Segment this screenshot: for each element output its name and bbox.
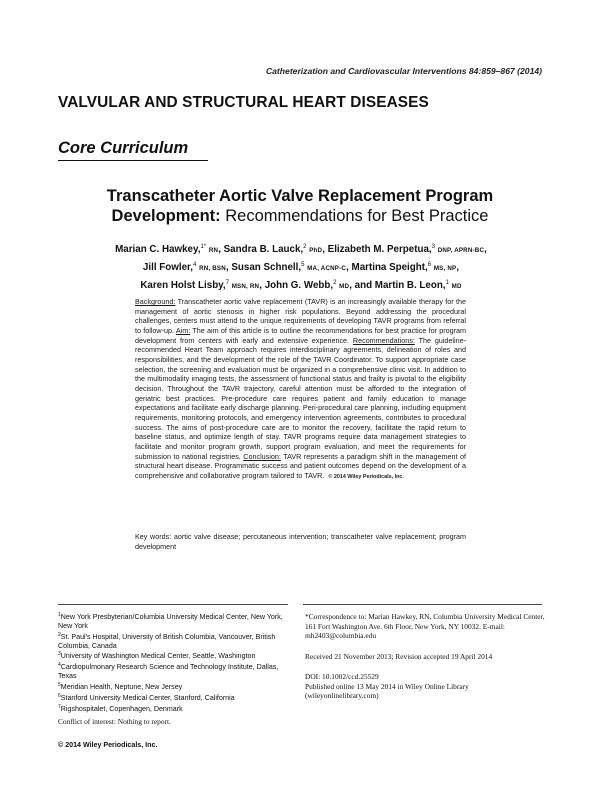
keywords: Key words: aortic valve disease; percutaneous intervention; transcatheter valve replacement; program development	[135, 532, 466, 551]
abstract-aim-text: The aim of this article is to outline the recommendations for best practice for program development from centers with early and extensive experience.	[135, 325, 467, 345]
correspondence: *Correspondence to: Marian Hawkey, RN, Columbia University Medical Center, 161 Fort Washington Ave. 6th Floor, New York, NY 10032. E-mail: mh2403@columbia.edu	[305, 612, 545, 640]
affiliation-item	[58, 661, 290, 681]
author-affiliation-marker: 2	[333, 280, 337, 286]
author-affiliation-marker: 6	[427, 262, 432, 268]
author-affiliation-marker: 3	[431, 244, 435, 250]
affiliation-marker: 4	[58, 662, 61, 669]
author-affiliation-marker: 5	[301, 262, 305, 268]
journal-reference: Catheterization and Cardiovascular Interventions 84:859–867 (2014)	[265, 66, 542, 76]
author-name: Elizabeth M. Perpetua,	[327, 244, 432, 255]
footer-copyright: © 2014 Wiley Periodicals, Inc.	[58, 741, 158, 749]
author-line-1: Marian C. Hawkey,$^{1*}$ RN, Sandra B. Lauck,$^2$ PhD, Elizabeth M. Perpetua,$^3$ DNP, APRN-BC,	[115, 244, 487, 255]
author-credential: RN, BSN	[199, 265, 226, 272]
received-accepted-dates: Received 21 November 2013; Revision accepted 19 April 2014	[305, 652, 493, 661]
affiliation-marker: 5	[58, 681, 61, 688]
affiliation-item	[58, 692, 290, 703]
subsection-heading: Core Curriculum	[58, 139, 189, 157]
footer-divider-left	[58, 604, 288, 605]
author-credential: PhD	[309, 247, 323, 254]
affiliation-item	[58, 703, 290, 714]
abstract-aim-label: Aim:	[175, 325, 191, 335]
author-name: Sandra B. Lauck,	[223, 244, 304, 255]
affiliations	[58, 611, 290, 713]
title-line-2	[60, 206, 540, 226]
author-credential: MSN, RN	[231, 283, 260, 290]
article-title	[60, 186, 540, 226]
author-credential: MA, ACNP-C	[307, 265, 347, 272]
abstract-background-text: Transcatheter aortic valve replacement (TAVR) is an increasingly available therapy for the management of aortic stenosis in higher risk populations. Beyond addressing the procedural challenges, centers must attend to the unique requirements of developing TAVR programs from referral to follow-up.	[135, 297, 466, 335]
affiliation-text: New York Presbyterian/Columbia University Medical Center, New York, New York	[58, 613, 283, 630]
affiliation-item	[58, 681, 290, 692]
affiliation-item	[58, 650, 290, 661]
affiliation-item	[58, 611, 290, 631]
publication-info	[305, 672, 545, 701]
abstract-background-label: Background:	[135, 297, 176, 306]
author-affiliation-marker: 1*	[200, 244, 207, 250]
section-heading: VALVULAR AND STRUCTURAL HEART DISEASES	[58, 94, 429, 111]
author-name: John G. Webb,	[264, 280, 334, 291]
affiliation-marker: 2	[58, 631, 61, 638]
author-line-2: Jill Fowler,$^4$ RN, BSN, Susan Schnell,$^5$ MA, ACNP-C, Martina Speight,$^6$ MS, NP,	[142, 262, 460, 273]
author-name: Jill Fowler,	[142, 262, 194, 273]
title-line-1: Transcatheter Aortic Valve Replacement Program	[106, 187, 494, 205]
title-line-2-bold: Development:	[111, 207, 221, 225]
abstract-recommendations-label: Recommendations:	[352, 335, 415, 345]
title-line-2-rest: Recommendations for Best Practice	[220, 207, 489, 225]
abstract-recommendations-text: The guideline-recommended Heart Team approach requires interdisciplinary agreements, delineation of roles and responsibilities, and the development of the role of the TAVR Coordinator. To support appropriate case selection, the screening and evaluation must be organized in a comprehensive clinic visit. In addition to the multimodality imaging tests, the assessment of functional status and frailty is pivotal to the eligibility decision. Throughout the TAVR trajectory, careful attention must be afforded to the integration of geriatric best practices. Pre-procedure care requires patient and family education to manage expectations and facilitate early discharge planning. Peri-procedural care planning, including equipment requirements, monitoring protocols, and emergency intervention agreements, contributes to procedural success. The aims of post-procedure care are to monitor the recovery, facilitate the rapid return to baseline status, and optimize length of stay. TAVR programs require data management strategies to facilitate and monitor program growth, support program evaluation, and meet the requirements for submission to national registries.	[135, 335, 466, 461]
author-name: Karen Holst Lisby,	[140, 280, 226, 291]
affiliation-marker: 3	[58, 651, 61, 658]
author-credential: RN	[208, 247, 219, 254]
author-name: Marian C. Hawkey,	[115, 244, 201, 255]
subsection-underline	[58, 160, 208, 161]
abstract	[135, 297, 466, 482]
author-list	[66, 240, 536, 294]
author-line-3: Karen Holst Lisby,$^7$ MSN, RN, John G. Webb,$^2$ MD, and Martin B. Leon,$^1$ MD	[140, 280, 462, 291]
affiliation-text: Stanford University Medical Center, Stanford, California	[60, 693, 235, 702]
abstract-conclusion-label: Conclusion:	[243, 451, 281, 461]
author-credential: MD	[339, 283, 350, 290]
doi: DOI: 10.1002/ccd.25529	[305, 672, 379, 681]
affiliation-text: University of Washington Medical Center, Seattle, Washington	[60, 652, 256, 661]
online-library: (wileyonlinelibrary.com)	[305, 691, 379, 700]
affiliation-marker: 7	[58, 703, 61, 710]
author-name: Martina Speight,	[351, 262, 428, 273]
abstract-conclusion-text: TAVR represents a paradigm shift in the management of structural heart disease. Programmatic success and patient outcomes depend on the development of a comprehensive and collaborative program tailored to TAVR.	[135, 451, 467, 480]
author-affiliation-marker: 1	[445, 280, 449, 286]
author-name: Susan Schnell,	[231, 262, 302, 273]
footer-divider-right	[303, 604, 542, 605]
affiliation-text: St. Paul's Hospital, University of British Columbia, Vancouver, British Columbia, Canada	[58, 632, 276, 650]
author-affiliation-marker: 7	[225, 280, 229, 286]
abstract-copyright: © 2014 Wiley Periodicals, Inc.	[328, 473, 404, 480]
affiliation-item	[58, 631, 290, 651]
published-online: Published online 13 May 2014 in Wiley Online Library	[305, 681, 469, 691]
affiliation-text: Cardiopulmonary Research Science and Technology Institute, Dallas, Texas	[58, 663, 279, 681]
author-credential: MD	[451, 283, 462, 290]
author-credential: MS, NP	[433, 265, 457, 272]
affiliation-text: Rigshospitalet, Copenhagen, Denmark	[60, 704, 183, 713]
affiliation-text: Meridian Health, Neptune, New Jersey	[60, 682, 183, 691]
author-credential: DNP, APRN-BC	[437, 247, 485, 254]
conflict-of-interest: Conflict of interest: Nothing to report.	[58, 717, 171, 726]
author-affiliation-marker: 2	[303, 244, 307, 250]
author-affiliation-marker: 4	[193, 262, 197, 268]
author-name: and Martin B. Leon,	[354, 280, 446, 291]
affiliation-marker: 1	[58, 612, 61, 618]
affiliation-marker: 6	[58, 692, 61, 699]
